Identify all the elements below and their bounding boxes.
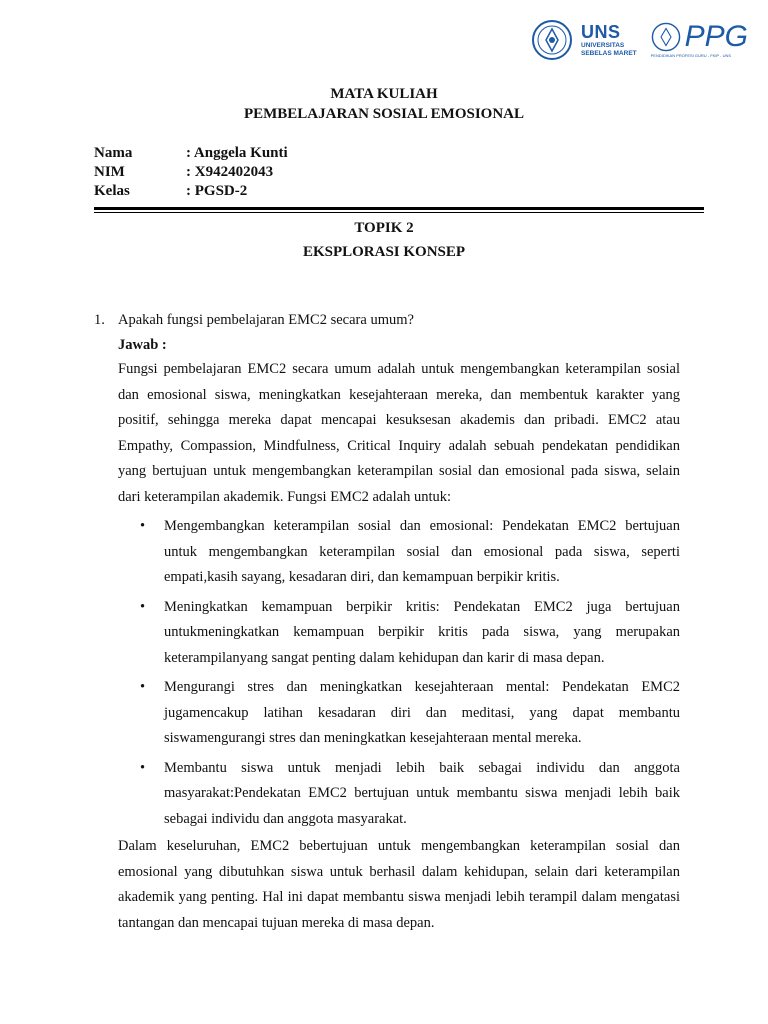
- uns-sub1: UNIVERSITAS: [581, 41, 625, 49]
- header-logos: [531, 16, 748, 64]
- topic-title: TOPIK 2: [354, 220, 414, 236]
- answer-label: Jawab :: [118, 337, 167, 353]
- identity-row-class: [94, 183, 247, 200]
- course-label: MATA KULIAH: [330, 86, 438, 102]
- identity-label: Nama: [94, 145, 133, 161]
- ppg-logo: [651, 22, 748, 58]
- uns-name: UNS: [581, 21, 621, 42]
- answer-paragraph-1: Fungsi pembelajaran EMC2 secara umum adalah untuk mengembangkan keterampilan sosial dan emosional siswa, meningkatkan kesejahteraan mereka, dan membentuk karakter yang positif, sehingga mereka dapat mencapai kesuksesan akademis dan pribadi. EMC2 atau Empathy, Compassion, Mindfulness, Critical Inquiry adalah sebuah pendekatan pendidikan yang bertujuan untuk mengembangkan keterampilan sosial dan emosional pada siswa, selain dari keterampilan akademik. Fungsi EMC2 adalah untuk:: [118, 361, 680, 505]
- identity-row-nim: [94, 164, 273, 181]
- uns-seal-icon: [531, 19, 573, 61]
- list-item: • Mengurangi stres dan meningkatkan kesejahteraan mental: Pendekatan EMC2 jugamencakup latihan kesadaran diri dan meditasi, yang dapat membantu siswamengurangi stres dan meningkatkan kesejahteraan mental mereka.: [118, 675, 680, 752]
- ppg-wordmark: PPG: [684, 20, 748, 53]
- list-item: • Meningkatkan kemampuan berpikir kritis: Pendekatan EMC2 juga bertujuan untukmeningkatkan kemampuan berpikir kritis pada siswa, yang merupakan keterampilanyang sangat penting dalam kehidupan dan karir di masa depan.: [118, 595, 680, 672]
- course-title: PEMBELAJARAN SOSIAL EMOSIONAL: [243, 106, 525, 122]
- bullet-list: [118, 514, 680, 832]
- answer-block: [118, 335, 680, 936]
- divider-thin: [94, 212, 704, 213]
- identity-value: : X942402043: [186, 164, 274, 180]
- identity-value: : PGSD-2: [186, 183, 248, 199]
- ppg-seal-icon: [651, 22, 681, 52]
- question-block: [94, 312, 680, 936]
- question-text: Apakah fungsi pembelajaran EMC2 secara umum?: [118, 312, 414, 328]
- ppg-sub: PENDIDIKAN PROFESI GURU - FKIP - UNS: [650, 53, 732, 58]
- identity-label: NIM: [94, 164, 125, 180]
- question-number: 1.: [94, 312, 105, 328]
- identity-row-name: [94, 145, 288, 162]
- topic-subtitle: EKSPLORASI KONSEP: [302, 244, 466, 260]
- list-item: • Membantu siswa untuk menjadi lebih baik sebagai individu dan anggota masyarakat:Pendekatan EMC2 bertujuan untuk membantu siswa menjadi lebih baik sebagai individu dan anggota masyarakat.: [118, 756, 680, 833]
- divider-thick: [94, 207, 704, 210]
- uns-sub2: SEBELAS MARET: [581, 50, 637, 57]
- answer-paragraph-2: Dalam keseluruhan, EMC2 bebertujuan untuk mengembangkan keterampilan sosial dan emosional yang dibutuhkan siswa untuk berhasil dalam kehidupan, selain dari keterampilan akademik yang penting. Hal ini dapat membantu siswa menjadi lebih terampil dalam mengatasi tantangan dan mencapai tujuan mereka di masa depan.: [118, 838, 680, 931]
- list-item: • Mengembangkan keterampilan sosial dan emosional: Pendekatan EMC2 bertujuan untuk mengembangkan keterampilan sosial dan emosional pada siswa, seperti empati,kasih sayang, kesadaran diri, dan kemampuan berpikir kritis.: [118, 514, 680, 591]
- identity-value: : Anggela Kunti: [186, 145, 288, 161]
- question: [94, 312, 680, 329]
- identity-label: Kelas: [94, 183, 130, 199]
- uns-wordmark: [581, 23, 637, 58]
